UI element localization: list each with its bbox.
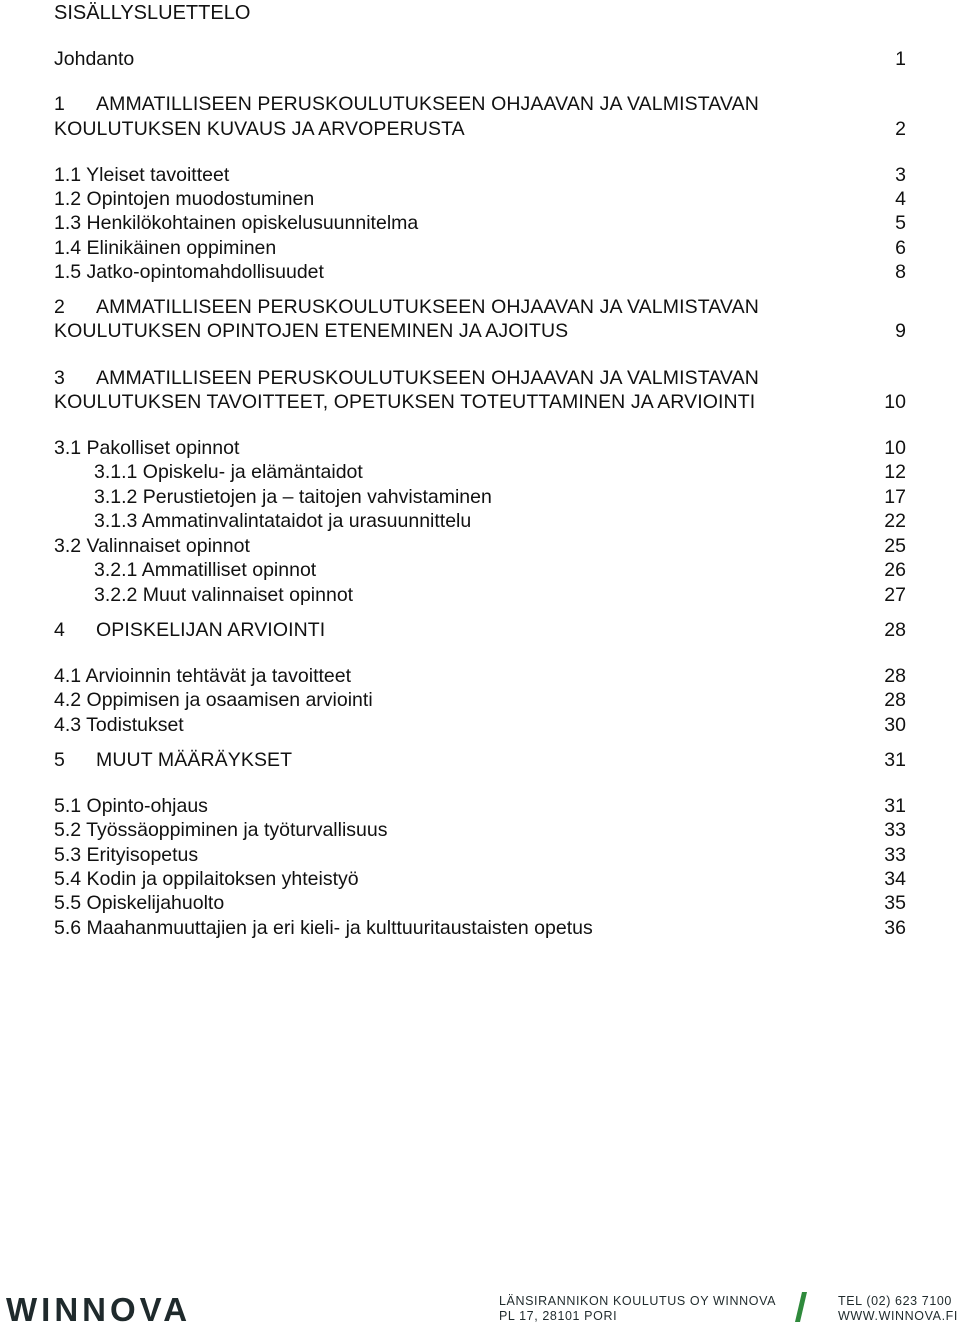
toc-entry-label: 5.5 Opiskelijahuolto [54,892,225,914]
toc-entry-page: 30 [884,714,906,736]
toc-entry-page: 4 [895,188,906,210]
toc-entry-page: 31 [884,749,906,771]
chapter-number: 4 [54,619,65,641]
toc-subentry-label: 3.1.1 Opiskelu- ja elämäntaidot [94,461,363,483]
chapter-title: OPISKELIJAN ARVIOINTI [96,619,326,641]
toc-entry-label: 1.1 Yleiset tavoitteet [54,164,230,186]
page-title: SISÄLLYSLUETTELO [54,2,251,24]
toc-entry-page: 10 [884,391,906,413]
toc-subentry-label: 3.2.2 Muut valinnaiset opinnot [94,584,354,606]
toc-entry-page: 28 [884,665,906,687]
telephone: TEL (02) 623 7100 [838,1294,952,1308]
toc-entry-page: 34 [884,868,906,890]
chapter-number: 2 [54,296,65,318]
toc-entry-page: 2 [895,118,906,140]
toc-entry-label: 1.5 Jatko-opintomahdollisuudet [54,261,324,283]
toc-chapter-heading [54,618,325,642]
toc-entry-page: 27 [884,584,906,606]
toc-entry-page: 33 [884,819,906,841]
toc-entry-page: 10 [884,437,906,459]
toc-entry-page: 12 [884,461,906,483]
toc-entry-page: 28 [884,689,906,711]
toc-entry-label: 5.4 Kodin ja oppilaitoksen yhteistyö [54,868,359,890]
toc-entry-label: 1.2 Opintojen muodostuminen [54,188,315,210]
toc-entry-page: 31 [884,795,906,817]
toc-entry-page: 33 [884,844,906,866]
toc-subentry-label: 3.2.1 Ammatilliset opinnot [94,559,317,581]
toc-chapter-heading [54,295,759,319]
toc-entry-page: 8 [895,261,906,283]
toc-entry-page: 6 [895,237,906,259]
toc-entry-page: 17 [884,486,906,508]
toc-entry-label: 3.1 Pakolliset opinnot [54,437,240,459]
toc-subentry-label: 3.1.2 Perustietojen ja – taitojen vahvistaminen [94,486,492,508]
toc-entry-page: 26 [884,559,906,581]
toc-chapter-heading [54,748,292,772]
chapter-number: 1 [54,93,65,115]
green-slash-icon [795,1292,807,1322]
toc-entry-label: 5.3 Erityisopetus [54,844,199,866]
toc-entry-page: 1 [895,48,906,70]
toc-entry-label: 4.1 Arvioinnin tehtävät ja tavoitteet [54,665,352,687]
toc-entry-label: 1.4 Elinikäinen oppiminen [54,237,277,259]
toc-entry-label: 4.3 Todistukset [54,714,184,736]
toc-chapter-heading [54,92,759,116]
chapter-number: 5 [54,749,65,771]
toc-entry-label: Johdanto [54,48,135,70]
toc-entry-label: 3.2 Valinnaiset opinnot [54,535,250,557]
chapter-title: MUUT MÄÄRÄYKSET [96,749,293,771]
toc-entry-page: 36 [884,917,906,939]
toc-chapter-heading [54,366,759,390]
chapter-title-line2: KOULUTUKSEN KUVAUS JA ARVOPERUSTA [54,118,465,140]
page-footer [0,1286,960,1327]
toc-entry-label: 5.1 Opinto-ohjaus [54,795,208,817]
chapter-title-line1: AMMATILLISEEN PERUSKOULUTUKSEEN OHJAAVAN JA VALMISTAVAN [96,93,759,115]
toc-entry-label: 5.6 Maahanmuuttajien ja eri kieli- ja kulttuuritaustaisten opetus [54,917,593,939]
toc-entry-page: 3 [895,164,906,186]
toc-entry-label: 1.3 Henkilökohtainen opiskelusuunnitelma [54,212,419,234]
toc-subentry-label: 3.1.3 Ammatinvalintataidot ja urasuunnittelu [94,510,472,532]
chapter-title-line1: AMMATILLISEEN PERUSKOULUTUKSEEN OHJAAVAN JA VALMISTAVAN [96,367,759,389]
toc-entry-label: 5.2 Työssäoppiminen ja työturvallisuus [54,819,388,841]
organization-address [499,1294,776,1324]
winnova-logo: WINNOVA [6,1291,192,1328]
toc-entry-page: 35 [884,892,906,914]
chapter-title-line1: AMMATILLISEEN PERUSKOULUTUKSEEN OHJAAVAN JA VALMISTAVAN [96,296,759,318]
postal-address: PL 17, 28101 PORI [499,1309,618,1323]
toc-entry-page: 5 [895,212,906,234]
toc-entry-label: 4.2 Oppimisen ja osaamisen arviointi [54,689,373,711]
toc-entry-page: 9 [895,320,906,342]
toc-entry-page: 22 [884,510,906,532]
contact-info [838,1294,958,1324]
website: WWW.WINNOVA.FI [838,1309,958,1323]
chapter-title-line2: KOULUTUKSEN OPINTOJEN ETENEMINEN JA AJOITUS [54,320,569,342]
chapter-title-line2: KOULUTUKSEN TAVOITTEET, OPETUKSEN TOTEUTTAMINEN JA ARVIOINTI [54,391,756,413]
chapter-number: 3 [54,367,65,389]
organization-name: LÄNSIRANNIKON KOULUTUS OY WINNOVA [499,1294,777,1308]
toc-entry-page: 28 [884,619,906,641]
toc-entry-page: 25 [884,535,906,557]
